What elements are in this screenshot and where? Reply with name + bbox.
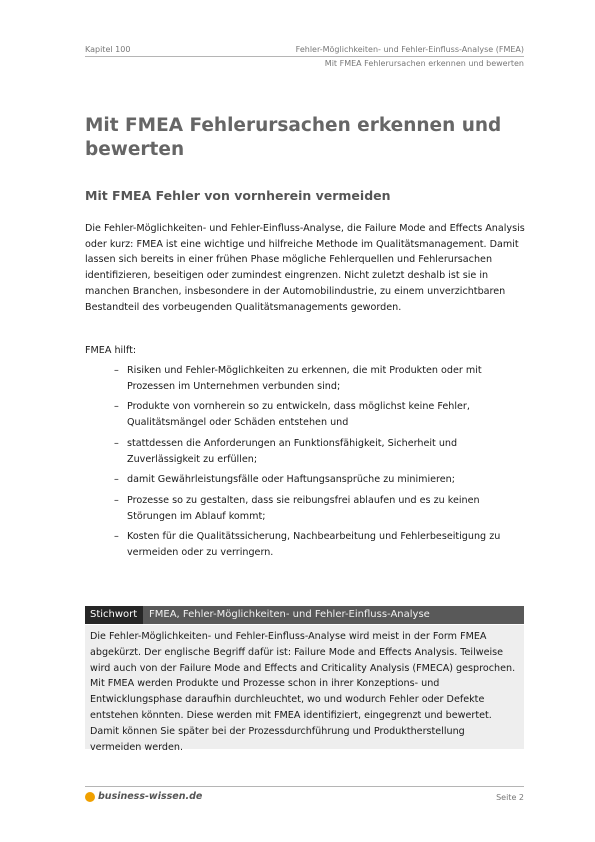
list-item-text: Kosten für die Qualitätssicherung, Nachbearbeitung und Fehlerbeseitigung zu vermeiden oder zu verringern. — [127, 531, 501, 559]
list-item — [114, 363, 526, 394]
dash-marker: – — [114, 531, 119, 543]
list-item-text: Prozesse so zu gestalten, dass sie reibungsfrei ablaufen und es zu keinen Störungen im Ablauf kommt; — [127, 494, 480, 522]
keyword-box-header — [85, 606, 524, 624]
page-title: Mit FMEA Fehlerursachen erkennen und bewerten — [85, 115, 502, 160]
dash-marker: – — [114, 401, 119, 413]
list-item — [114, 529, 526, 560]
header-document-title: Fehler-Möglichkeiten- und Fehler-Einfluss-Analyse (FMEA) — [295, 45, 524, 54]
benefit-list — [114, 363, 526, 566]
dash-marker: – — [114, 437, 119, 449]
list-item-text: Risiken und Fehler-Möglichkeiten zu erkennen, die mit Produkten oder mit Prozessen im Unternehmen verbunden sind; — [127, 365, 482, 392]
section-subtitle: Mit FMEA Fehler von vornherein vermeiden — [85, 188, 391, 203]
keyword-title: FMEA, Fehler-Möglichkeiten- und Fehler-Einfluss-Analyse — [149, 609, 430, 620]
footer-divider — [85, 786, 524, 787]
list-item — [114, 493, 526, 524]
list-item — [114, 399, 526, 430]
keyword-box-body: Die Fehler-Möglichkeiten- und Fehler-Einfluss-Analyse wird meist in der Form FMEA abgekürzt. Der englische Begriff dafür ist: Failure Mode and Effects Analysis. Teilweise wird auch von der Failure Mode and Effects and Criticality Analysis (FMECA) gesprochen. Mit FMEA werden Produkte und Prozesse schon in ihrer Konzeptions- und Entwicklungsphase daraufhin durchleuchtet, wo und wodurch Fehler oder Defekte entstehen könnten. Diese werden mit FMEA identifiziert, eingegrenzt und bewertet. Damit können Sie später bei der Prozessdurchführung und Produktherstellung vermeiden werden. — [85, 625, 524, 749]
list-item-text: Produkte von vornherein so zu entwickeln, dass möglichst keine Fehler, Qualitätsmängel oder Schäden entstehen und — [127, 401, 470, 429]
intro-paragraph: Die Fehler-Möglichkeiten- und Fehler-Einfluss-Analyse, die Failure Mode and Effects Analysis oder kurz: FMEA ist eine wichtige und hilfreiche Methode im Qualitätsmanagement. Damit lassen sich bereits in einer frühen Phase mögliche Fehlerquellen und Fehlerursachen identifizieren, beseitigen oder zumindest eingrenzen. Nicht zuletzt deshalb ist sie in manchen Branchen, insbesondere in der Automobilindustrie, zu einem unverzichtbaren Bestandteil des vorbeugenden Qualitätsmanagements geworden. — [85, 223, 525, 313]
list-item — [114, 472, 526, 488]
list-intro: FMEA hilft: — [85, 345, 137, 356]
dash-marker: – — [114, 494, 119, 506]
logo-text: business-wissen.de — [98, 791, 203, 802]
dash-marker: – — [114, 474, 119, 486]
header-divider — [85, 56, 524, 57]
list-item-text: damit Gewährleistungsfälle oder Haftungsansprüche zu minimieren; — [127, 474, 455, 486]
page-number: Seite 2 — [496, 793, 524, 802]
header-section: Mit FMEA Fehlerursachen erkennen und bewerten — [324, 59, 524, 68]
list-item — [114, 436, 526, 467]
list-item-text: stattdessen die Anforderungen an Funktionsfähigkeit, Sicherheit und Zuverlässigkeit zu erfüllen; — [127, 437, 458, 465]
header-chapter: Kapitel 100 — [85, 45, 131, 54]
dash-marker: – — [114, 365, 119, 376]
site-logo — [85, 791, 202, 802]
logo-dot-icon — [85, 792, 95, 802]
keyword-label: Stichwort — [85, 606, 143, 624]
